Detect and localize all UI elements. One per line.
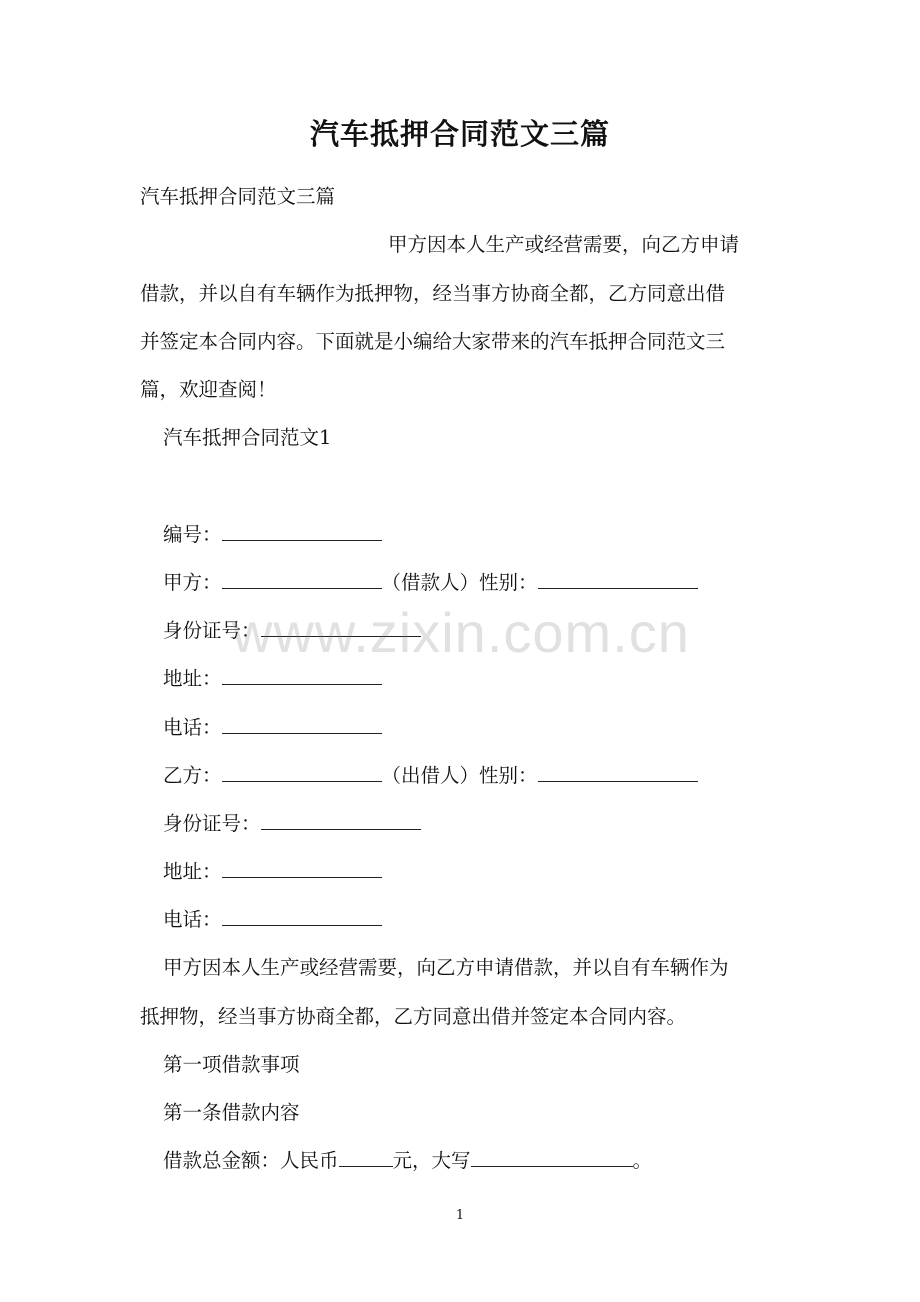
field-label: 。 bbox=[632, 1149, 653, 1172]
blank-line bbox=[222, 717, 382, 734]
field-label: 身份证号： bbox=[163, 619, 261, 642]
blank-line bbox=[538, 572, 698, 589]
watermark: www.zixin.com.cn bbox=[232, 601, 690, 664]
field-label: 编号： bbox=[163, 523, 222, 546]
intro-line-2: 借款，并以自有车辆作为抵押物，经当事方协商全都，乙方同意出借 bbox=[140, 282, 726, 305]
field-label: （出借人）性别： bbox=[381, 764, 538, 787]
article-heading: 第一项借款事项 bbox=[163, 1053, 300, 1076]
blank-line bbox=[222, 524, 382, 541]
field-phone-a bbox=[163, 715, 805, 741]
blank-line bbox=[222, 861, 382, 878]
field-party-a bbox=[163, 570, 805, 596]
loan-amount-line bbox=[163, 1148, 805, 1174]
blank-line bbox=[222, 668, 382, 685]
field-phone-b bbox=[163, 907, 805, 933]
subtitle: 汽车抵押合同范文三篇 bbox=[140, 185, 336, 208]
blank-line bbox=[339, 1150, 393, 1167]
field-id-b bbox=[163, 811, 805, 837]
section-heading: 汽车抵押合同范文1 bbox=[163, 426, 332, 449]
field-label: 地址： bbox=[163, 860, 222, 883]
blank-line bbox=[222, 909, 382, 926]
field-label: 元，大写 bbox=[392, 1149, 471, 1172]
page-title: 汽车抵押合同范文三篇 bbox=[309, 117, 610, 151]
field-label: 电话： bbox=[163, 716, 222, 739]
body-line-2: 抵押物，经当事方协商全都，乙方同意出借并签定本合同内容。 bbox=[140, 1005, 687, 1028]
field-party-b bbox=[163, 763, 805, 789]
intro-line-4: 篇，欢迎查阅！ bbox=[140, 378, 277, 401]
blank-line bbox=[471, 1150, 633, 1167]
intro-line-1: 甲方因本人生产或经营需要，向乙方申请 bbox=[388, 233, 740, 256]
field-address-b bbox=[163, 859, 805, 885]
field-label: 乙方： bbox=[163, 764, 222, 787]
field-label: 甲方： bbox=[163, 571, 222, 594]
clause-heading: 第一条借款内容 bbox=[163, 1101, 300, 1124]
field-label: 借款总金额：人民币 bbox=[163, 1149, 339, 1172]
field-number bbox=[163, 522, 805, 548]
field-label: 电话： bbox=[163, 908, 222, 931]
blank-line bbox=[261, 813, 421, 830]
blank-line bbox=[222, 572, 382, 589]
intro-line-3: 并签定本合同内容。下面就是小编给大家带来的汽车抵押合同范文三 bbox=[140, 330, 726, 353]
field-label: 身份证号： bbox=[163, 812, 261, 835]
page-number: 1 bbox=[455, 1208, 465, 1223]
blank-line bbox=[538, 765, 698, 782]
field-label: 地址： bbox=[163, 667, 222, 690]
body-line-1: 甲方因本人生产或经营需要，向乙方申请借款，并以自有车辆作为 bbox=[163, 956, 729, 979]
blank-line bbox=[222, 765, 382, 782]
field-label: （借款人）性别： bbox=[381, 571, 538, 594]
field-address-a bbox=[163, 666, 805, 692]
